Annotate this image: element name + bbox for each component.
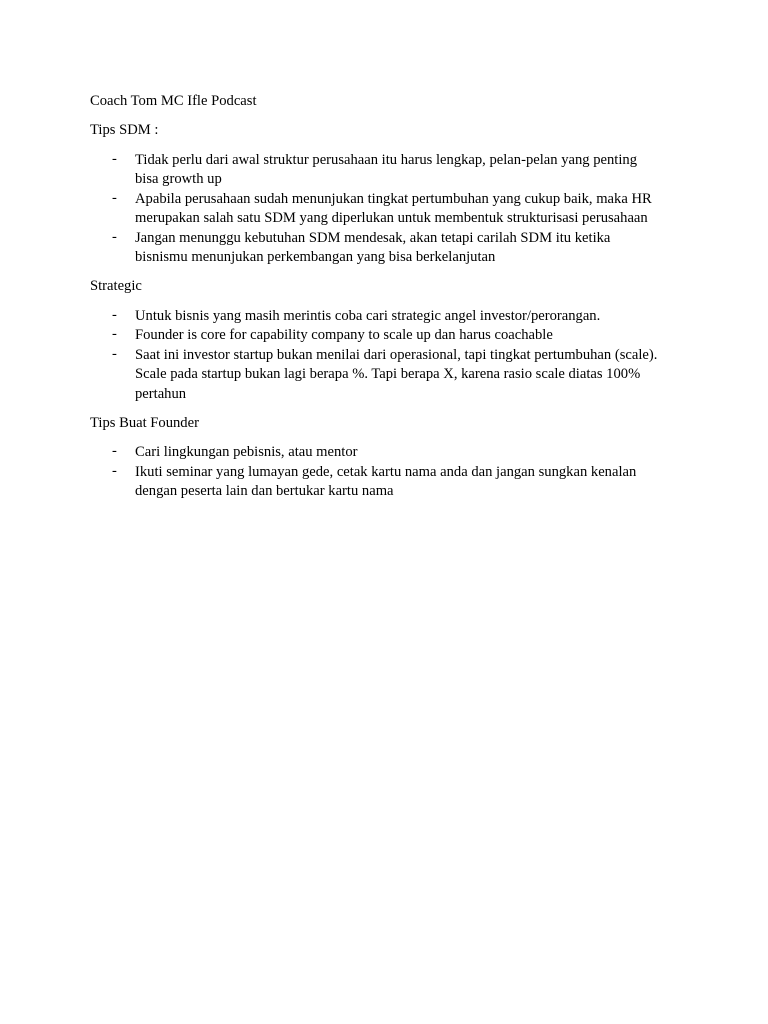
list-tips-buat-founder [90,443,690,502]
list-item [90,443,690,463]
list-item-line: bisnismu menunjukan perkembangan yang bisa berkelanjutan [135,249,496,266]
list-item-line: Cari lingkungan pebisnis, atau mentor [135,444,358,461]
list-item-line: dengan peserta lain dan bertukar kartu nama [135,483,394,500]
list-item-line: merupakan salah satu SDM yang diperlukan untuk membentuk strukturisasi perusahaan [135,210,648,227]
list-tips-sdm [90,151,690,268]
bullet-dash: - [112,443,117,460]
list-item [90,190,690,229]
list-item-line: Tidak perlu dari awal struktur perusahaan itu harus lengkap, pelan-pelan yang penting [135,151,637,168]
list-item [90,463,690,502]
list-item-line: Founder is core for capability company to scale up dan harus coachable [135,327,553,344]
list-item-line: Ikuti seminar yang lumayan gede, cetak kartu nama anda dan jangan sungkan kenalan [135,463,637,480]
list-item-line: Apabila perusahaan sudah menunjukan tingkat pertumbuhan yang cukup baik, maka HR [135,190,652,207]
bullet-dash: - [112,150,117,167]
list-item [90,326,690,346]
list-item-line: Jangan menunggu kebutuhan SDM mendesak, akan tetapi carilah SDM itu ketika [135,229,611,246]
list-item-line: Saat ini investor startup bukan menilai dari operasional, tapi tingkat pertumbuhan (scale). [135,346,658,363]
bullet-dash: - [112,306,117,323]
list-item-line: Scale pada startup bukan lagi berapa %. Tapi berapa X, karena rasio scale diatas 100% [135,366,641,383]
section-heading-tips-buat-founder: Tips Buat Founder [90,414,199,431]
list-item-line: Untuk bisnis yang masih merintis coba cari strategic angel investor/perorangan. [135,307,601,324]
bullet-dash: - [112,189,117,206]
document-title: Coach Tom MC Ifle Podcast [90,93,257,109]
list-item [90,151,690,190]
list-item [90,307,690,327]
list-item [90,229,690,268]
bullet-dash: - [112,345,117,362]
list-item-line: pertahun [135,385,187,402]
list-strategic [90,307,690,405]
section-heading-tips-sdm: Tips SDM : [90,122,159,139]
bullet-dash: - [112,326,117,343]
list-item [90,346,690,405]
document-page [90,92,690,512]
list-item-line: bisa growth up [135,171,222,188]
bullet-dash: - [112,228,117,245]
bullet-dash: - [112,462,117,479]
section-heading-strategic: Strategic [90,278,142,295]
